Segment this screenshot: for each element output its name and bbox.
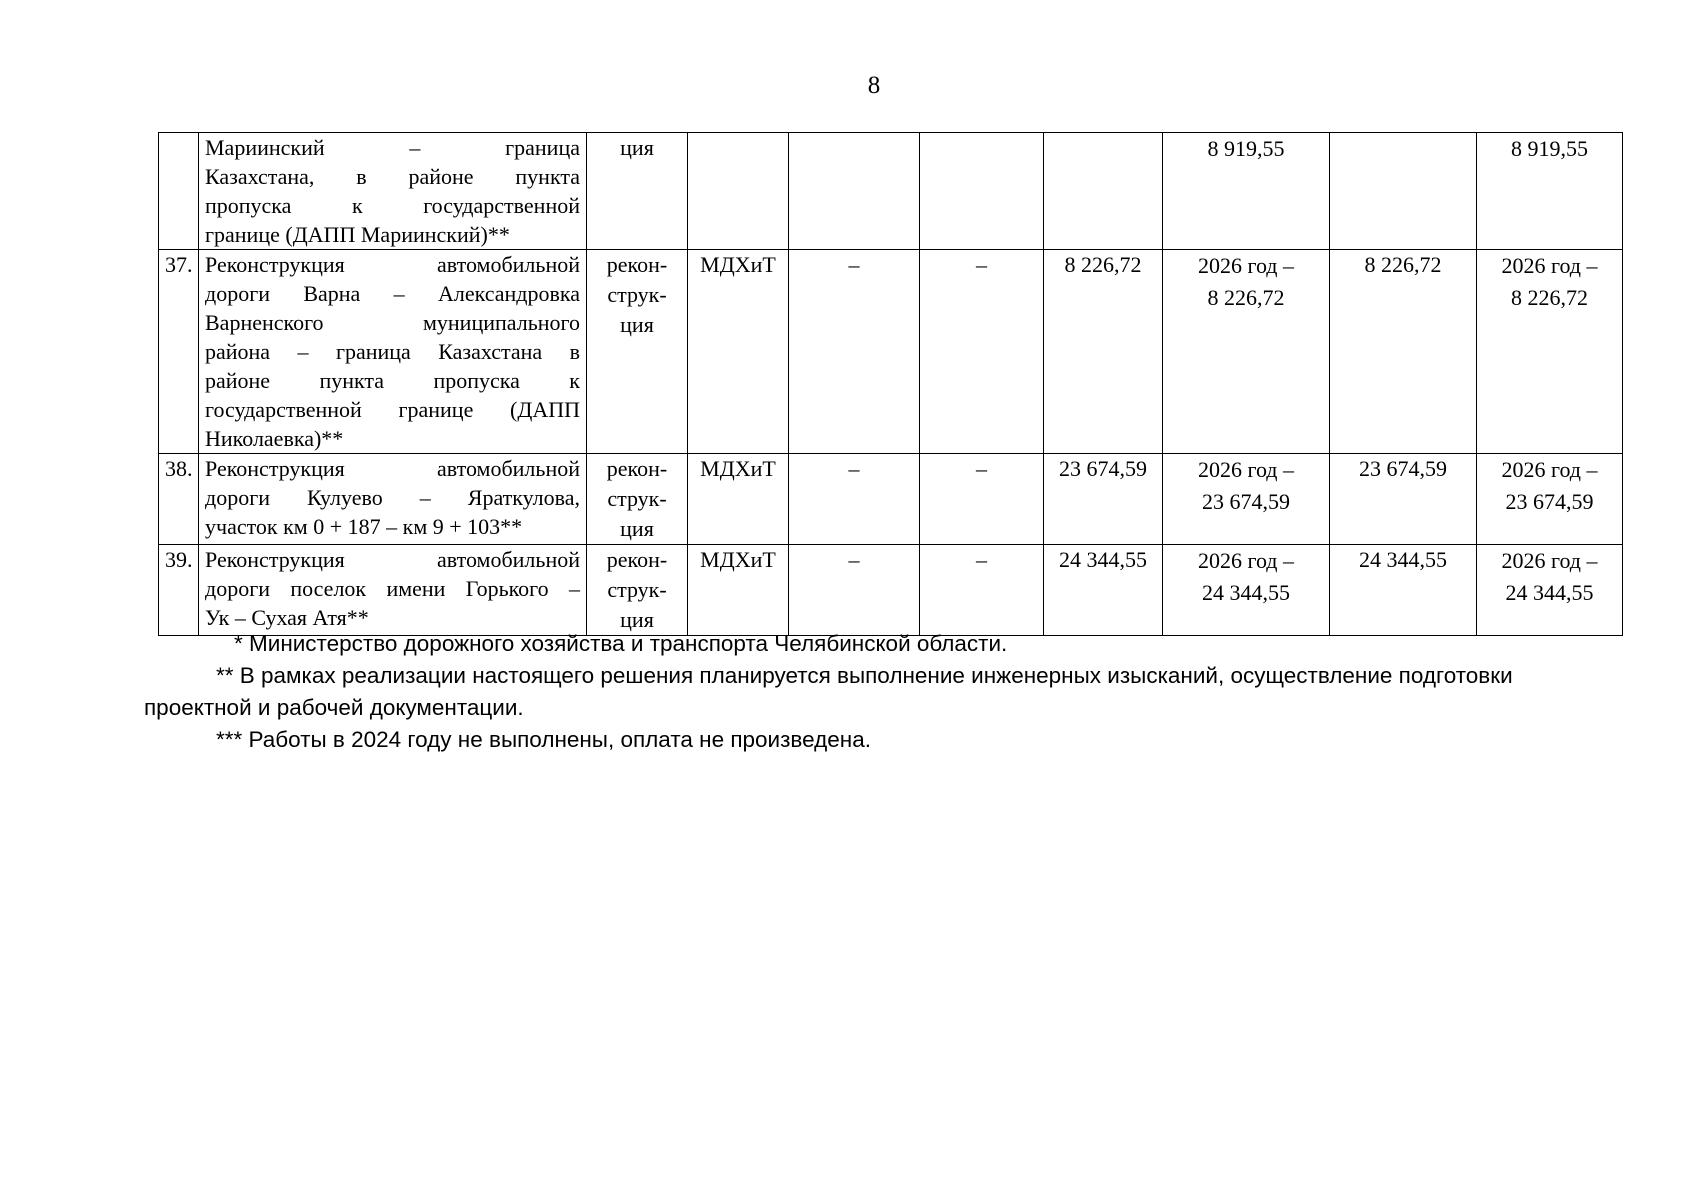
object-name <box>199 454 587 545</box>
object-name-line: Реконструкция автомобильной <box>205 456 580 481</box>
value-col8: 24 344,55 <box>1330 545 1477 636</box>
footnote-1: * Министерство дорожного хозяйства и транспорта Челябинской области. <box>234 631 1008 656</box>
object-name-line: дороги поселок имени Горького – <box>205 576 580 601</box>
footnote-2: ** В рамках реализации настоящего решения планируется выполнение инженерных изысканий, осуществление подготовки проектной и рабочей документации. <box>144 663 1513 720</box>
object-name-line: участок км 0 + 187 – км 9 + 103** <box>205 514 523 539</box>
work-type: рекон- струк- ция <box>587 250 688 454</box>
object-name <box>199 133 587 250</box>
table-body <box>159 133 1623 636</box>
projects-table <box>158 132 1623 636</box>
object-name-line: Реконструкция автомобильной <box>205 252 580 277</box>
object-name-line: Николаевка)** <box>205 426 344 451</box>
table-row <box>159 545 1623 636</box>
value-col9: 2026 год – 24 344,55 <box>1477 545 1623 636</box>
table-row <box>159 454 1623 545</box>
object-name-line: дороги Кулуево – Яраткулова, <box>205 485 580 510</box>
value-col8: 8 226,72 <box>1330 250 1477 454</box>
table-row <box>159 250 1623 454</box>
value-col7: 8 919,55 <box>1163 133 1330 250</box>
value-col7: 2026 год – 24 344,55 <box>1163 545 1330 636</box>
page-number: 8 <box>867 72 881 99</box>
work-type: ция <box>587 133 688 250</box>
row-number: 37. <box>159 250 199 454</box>
value-col5: – <box>920 545 1044 636</box>
value-col9: 2026 год – 23 674,59 <box>1477 454 1623 545</box>
object-name-line: районе пункта пропуска к <box>205 368 580 393</box>
object-name-line: Реконструкция автомобильной <box>205 547 580 572</box>
object-name-line: границе (ДАПП Мариинский)** <box>205 222 510 247</box>
object-name-line: дороги Варна – Александровка <box>205 281 580 306</box>
footnotes <box>144 628 1604 756</box>
executor: МДХиТ <box>688 250 789 454</box>
value-col8 <box>1330 133 1477 250</box>
row-number: 39. <box>159 545 199 636</box>
executor: МДХиТ <box>688 454 789 545</box>
object-name-line: Мариинский – граница <box>205 135 580 160</box>
value-col7: 2026 год – 8 226,72 <box>1163 250 1330 454</box>
object-name-line: Варненского муниципального <box>205 310 580 335</box>
value-col4 <box>789 133 920 250</box>
object-name-line: района – граница Казахстана в <box>205 339 580 364</box>
value-col8: 23 674,59 <box>1330 454 1477 545</box>
value-col6: 8 226,72 <box>1044 250 1163 454</box>
value-col9: 2026 год – 8 226,72 <box>1477 250 1623 454</box>
work-type: рекон- струк- ция <box>587 545 688 636</box>
value-col9: 8 919,55 <box>1477 133 1623 250</box>
value-col4: – <box>789 454 920 545</box>
object-name <box>199 250 587 454</box>
value-col6: 24 344,55 <box>1044 545 1163 636</box>
work-type: рекон- струк- ция <box>587 454 688 545</box>
table-row <box>159 133 1623 250</box>
value-col4: – <box>789 545 920 636</box>
value-col7: 2026 год – 23 674,59 <box>1163 454 1330 545</box>
executor <box>688 133 789 250</box>
object-name-line: государственной границе (ДАПП <box>205 397 580 422</box>
value-col4: – <box>789 250 920 454</box>
value-col5: – <box>920 454 1044 545</box>
value-col5 <box>920 133 1044 250</box>
row-number: 38. <box>159 454 199 545</box>
object-name <box>199 545 587 636</box>
value-col6: 23 674,59 <box>1044 454 1163 545</box>
executor: МДХиТ <box>688 545 789 636</box>
row-number <box>159 133 199 250</box>
value-col5: – <box>920 250 1044 454</box>
value-col6 <box>1044 133 1163 250</box>
object-name-line: Ук – Сухая Атя** <box>205 605 369 630</box>
object-name-line: Казахстана, в районе пункта <box>205 164 580 189</box>
footnote-3: *** Работы в 2024 году не выполнены, оплата не произведена. <box>216 727 871 752</box>
object-name-line: пропуска к государственной <box>205 193 580 218</box>
